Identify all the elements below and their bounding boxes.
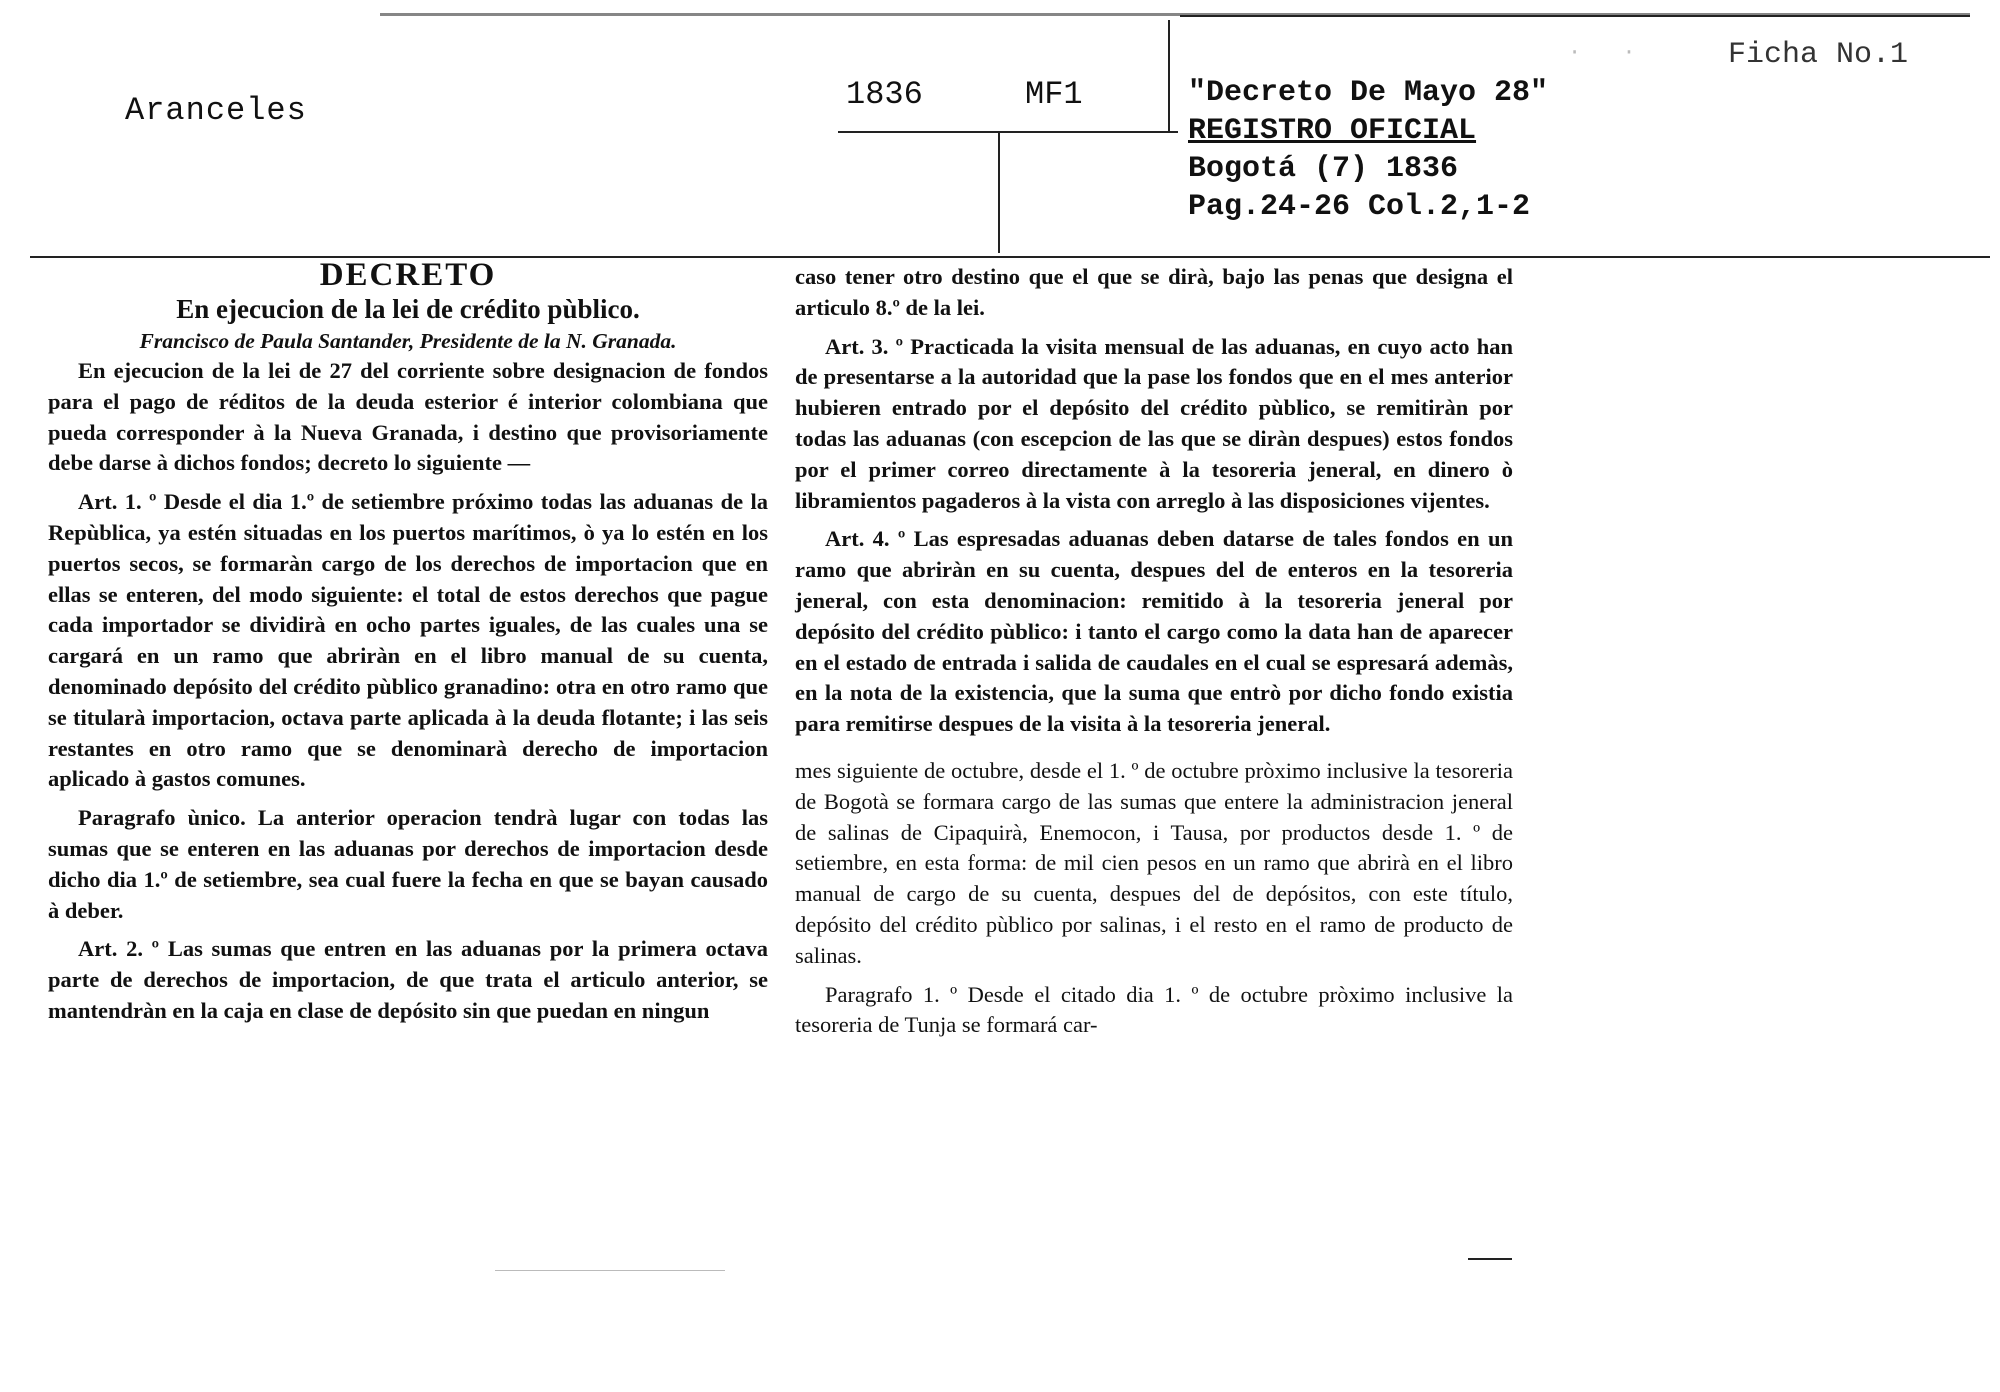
preamble-paragraph: En ejecucion de la lei de 27 del corriente sobre designacion de fondos para el pago de réditos de la deuda esterior é interior colombiana que pueda corresponder à la Nueva Granada, i destino que provisoriamente debe darse à dichos fondos; decreto lo siguiente — bbox=[48, 358, 768, 476]
document-right-column bbox=[795, 262, 1513, 1041]
source-line: "Decreto De Mayo 28" bbox=[1188, 76, 1549, 110]
top-rule-right bbox=[1180, 15, 1970, 17]
column-gap bbox=[795, 740, 1513, 756]
document-subtitle: En ejecucion de la lei de crédito pùblico. bbox=[176, 294, 640, 324]
source-citation bbox=[1188, 74, 1548, 226]
year-underline bbox=[838, 131, 1178, 133]
article-1-paragraph: Art. 1. º Desde el dia 1.º de setiembre próximo todas las aduanas de la Repùblica, ya estén situadas en los puertos marítimos, ò ya lo estén en los puertos secos, se formaràn cargo de los derechos de importacion que en ellas se enteren, del modo siguiente: el total de estos derechos que pague cada importador se dividirà en ocho partes iguales, de las cuales una se cargará en un ramo que abriràn en el libro manual de su cuenta, denominado depósito del crédito pùblico granadino: otra en otro ramo que se titularà importacion, octava parte aplicada à la deuda flotante; i las seis restantes en otro ramo que se denominarà derecho de importacion aplicado à gastos comunes. bbox=[48, 489, 768, 792]
salinas-paragraph: mes siguiente de octubre, desde el 1. º de octubre pròximo inclusive la tesoreria de Bogotà se formara cargo de las sumas que entere la administracion jeneral de salinas de Cipaquirà, Enemocon, i Tausa, por productos desde 1. º de setiembre, en esta forma: de mil cien pesos en un ramo que abrirà en el libro manual de cargo de su cuenta, despues del de depósitos, con este título, depósito del crédito pùblico por salinas, i el resto en el ramo de producto de salinas. bbox=[795, 757, 1513, 968]
code-label: MF1 bbox=[1025, 76, 1083, 113]
bottom-mark bbox=[495, 1270, 725, 1271]
continuation-paragraph: caso tener otro destino que el que se dirà, bajo las penas que designa el articulo 8.º de la lei. bbox=[795, 264, 1513, 320]
article-3-paragraph: Art. 3. º Practicada la visita mensual de las aduanas, en cuyo acto han de presentarse a la autoridad que la pase los fondos que en el mes anterior hubieren entrado por el depósito del crédito pùblico, se remitiràn por todas las aduanas (con escepcion de las que se diràn despues) estos fondos por el primer correo directamente à la tesoreria jeneral, en dinero ò libramientos pagaderos à la vista con arreglo à las disposiciones vijentes. bbox=[795, 333, 1513, 513]
ficha-label: Ficha No.1 bbox=[1728, 38, 1909, 72]
paragrafo-unico-paragraph: Paragrafo ùnico. La anterior operacion tendrà lugar con todas las sumas que se enteren en las aduanas por derechos de importacion desde dicho dia 1.º de setiembre, sea cual fuere la fecha en que se bayan causado à deber. bbox=[48, 805, 768, 923]
document-left-column bbox=[48, 258, 768, 1027]
column-end-rule bbox=[1468, 1258, 1512, 1260]
paragrafo-1-paragraph: Paragrafo 1. º Desde el citado dia 1. º de octubre pròximo inclusive la tesoreria de Tunja se formará car- bbox=[795, 981, 1513, 1038]
header-divider bbox=[1168, 20, 1170, 132]
year-label: 1836 bbox=[846, 76, 923, 113]
smudged-stamp: · · bbox=[1568, 40, 1650, 65]
source-line: REGISTRO OFICIAL bbox=[1188, 114, 1477, 148]
article-2-paragraph: Art. 2. º Las sumas que entren en las aduanas por la primera octava parte de derechos de importacion, de que trata el articulo anterior, se mantendràn en la caja en clase de depósito sin que puedan en ningun bbox=[48, 936, 768, 1023]
source-line: Pag.24-26 Col.2,1-2 bbox=[1188, 190, 1531, 224]
document-title: DECRETO bbox=[319, 257, 497, 293]
article-4-paragraph: Art. 4. º Las espresadas aduanas deben datarse de tales fondos en un ramo que abriràn en su cuenta, despues del de enteros en la tesoreria jeneral, con esta denominacion: remitido à la tesoreria jeneral por depósito del crédito pùblico: i tanto el cargo como la data han de aparecer en el estado de entrada i salida de caudales en el cual se espresará ademàs, en la nota de la existencia, que la suma que entrò por dicho fondo existia para remitirse despues de la visita à la tesoreria jeneral. bbox=[795, 526, 1513, 737]
source-line: Bogotá (7) 1836 bbox=[1188, 152, 1459, 186]
president-line: Francisco de Paula Santander, Presidente de la N. Granada. bbox=[139, 329, 677, 353]
subject-label: Aranceles bbox=[125, 92, 307, 129]
header-divider-lower bbox=[998, 133, 1000, 253]
